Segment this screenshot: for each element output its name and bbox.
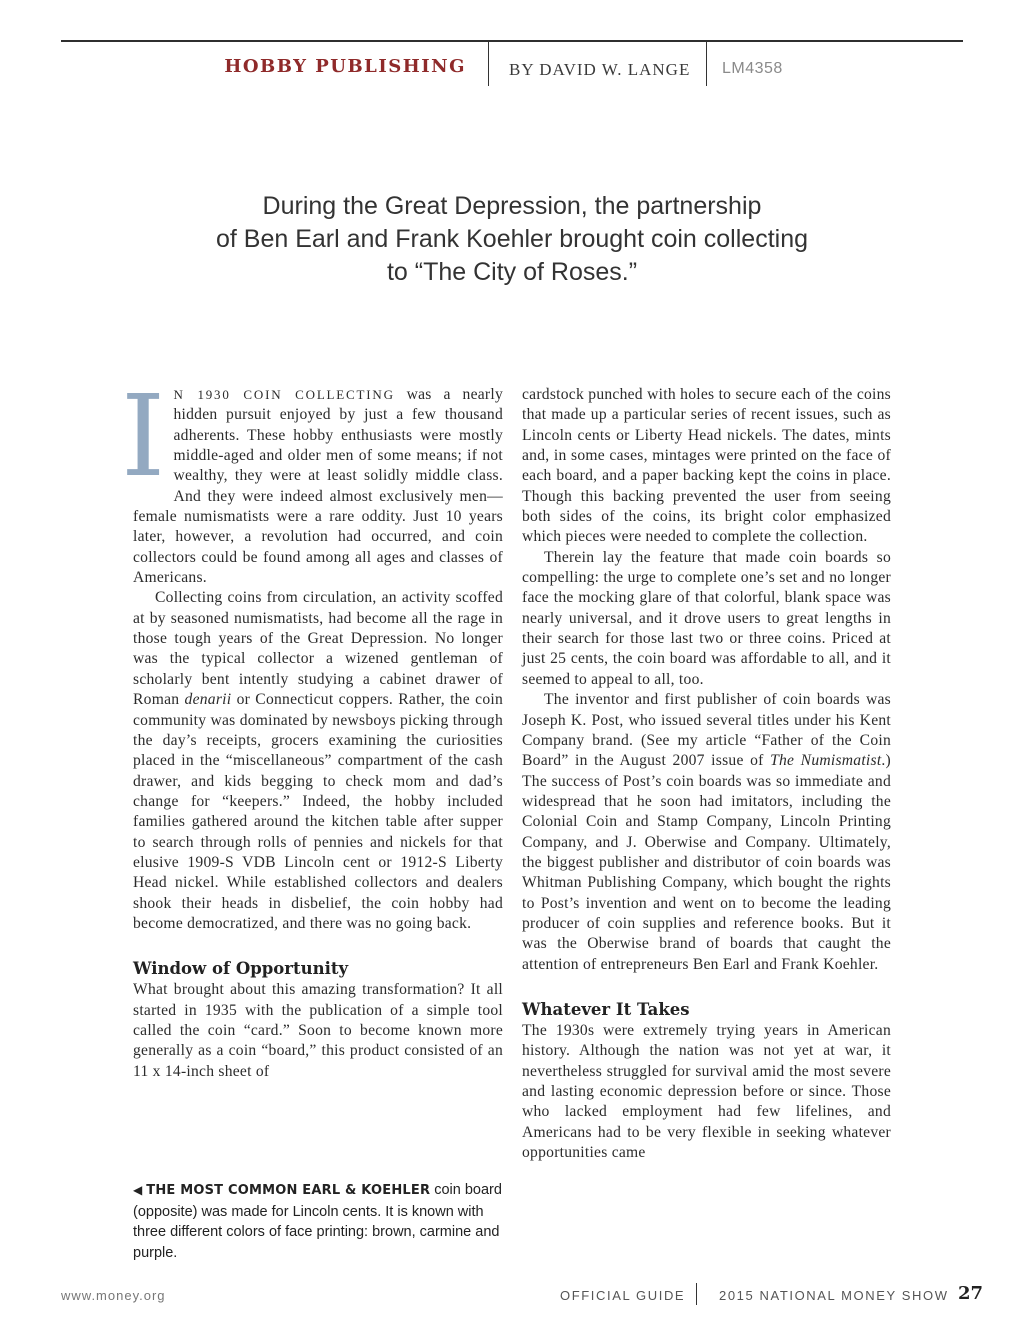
caption-lead: THE MOST COMMON EARL & KOEHLER (146, 1183, 431, 1198)
italic-term: denarii (184, 691, 232, 709)
body-paragraph: Therein lay the feature that made coin boards so compelling: the urge to complete one’s set and no longer face the mocking glare of that colorful, blank space was nearly universal, and it drove users to great lengths in their search for those last two or three coins. Priced at just 25 cents, the coin board was affordable to all, and it seemed to appeal to all, too. (522, 548, 891, 688)
caption-text: coin board (opposite) was made for Lincoln cents. It is known with three different colors of face printing: brown, carmine and purple. (133, 1182, 502, 1261)
body-paragraph: cardstock punched with holes to secure each of the coins that made up a particular series of recent issues, such as Lincoln cents or Liberty Head nickels. The dates, mints and, in some cases, mintages were printed on the face of each board, and a paper backing kept the coins in place. Though this backing prevented the user from seeing both sides of the coins, its bright color emphasized which pieces were needed to complete the collection. (522, 386, 891, 546)
section-title: HOBBY PUBLISHING (224, 56, 466, 77)
paragraph-text: .) The success of Post’s coin boards was so immediate and widespread that he soon had imitators, including the Colonial Coin and Stamp Company, Lincoln Printing Company, and J. Oberwise and Company. Ultimately, the biggest publisher and distributor of coin boards was Whitman Publishing Company, which bought the rights to Post’s invention and went on to become the leading producer of coin supplies and reference books. But it was the Oberwise brand of boards that caught the attention of entrepreneurs Ben Earl and Frank Koehler. (522, 752, 891, 973)
lead-in: N 1930 COIN COLLECTING (173, 387, 395, 402)
deck-line: to “The City of Roses.” (386, 258, 638, 286)
header-divider (706, 42, 707, 86)
deck-line: of Ben Earl and Frank Koehler brought coin collecting (215, 225, 809, 253)
arrow-left-icon: ◀ (133, 1183, 143, 1197)
body-paragraph: The 1930s were extremely trying years in American history. Although the nation was not yet at war, it nevertheless struggled for survival amid the most severe and lasting economic depression before or since. Those who lacked employment had few lifelines, and Americans had to be very flexible in seeking whatever opportunities came (522, 1021, 891, 1162)
body-paragraph (522, 690, 891, 975)
article-deck (160, 190, 864, 289)
footer-divider (696, 1283, 697, 1305)
article-code: LM4358 (722, 60, 783, 77)
deck-line: During the Great Depression, the partnership (262, 192, 762, 220)
byline: BY DAVID W. LANGE (509, 60, 691, 79)
paragraph-text: was a nearly hidden pursuit enjoyed by just a few thousand adherents. These hobby enthusiasts were mostly middle-aged and older men of some means; if not wealthy, they were at least solidly middle class. And they were indeed almost exclusively men—female numismatists were a rare oddity. Just 10 years later, however, a revolution had occurred, and coin collectors could be found among all ages and classes of Americans. (133, 386, 503, 587)
footer-url: www.money.org (61, 1288, 166, 1303)
body-paragraph: What brought about this amazing transformation? It all started in 1935 with the publication of a simple tool called the coin “card.” Soon to become known more generally as a coin “board,” this product consisted of an 11 x 14-inch sheet of (133, 981, 503, 1080)
footer-guide: OFFICIAL GUIDE (560, 1288, 686, 1303)
paragraph-text: Collecting coins from circulation, an activity scoffed at by seasoned numismatists, had become all the rage in those tough years of the Great Depression. No longer was the typical collector a wizened gentleman of scholarly bent intently studying a cabinet drawer of Roman (133, 589, 503, 709)
photo-caption (133, 1180, 503, 1263)
page-number: 27 (958, 1283, 984, 1304)
body-paragraph (121, 372, 503, 588)
body-paragraph (133, 588, 503, 934)
body-column-left (121, 372, 503, 1082)
subheading: Window of Opportunity (133, 959, 349, 979)
header-rule (61, 40, 963, 42)
paragraph-text: or Connecticut coppers. Rather, the coin community was dominated by newsboys picking through the day’s receipts, grocers examining the curiosities placed in the “miscellaneous” compartment of the cash drawer, and kids begging to check mom and dad’s change for “keepers.” Indeed, the hobby included families gathered around the kitchen table after supper to search through rolls of pennies and nickels for that elusive 1909-S VDB Lincoln cent or 1912-S Liberty Head nickel. While established collectors and dealers shook their heads in disbelief, the coin hobby had become democratized, and there was no going back. (133, 691, 503, 932)
italic-title: The Numismatist (770, 752, 882, 770)
footer-show: 2015 NATIONAL MONEY SHOW (719, 1288, 949, 1303)
subheading: Whatever It Takes (522, 999, 690, 1019)
header-divider (488, 42, 489, 86)
drop-cap: I (121, 372, 166, 502)
paragraph-text: The inventor and first publisher of coin boards was Joseph K. Post, who issued several titles under his Kent Company brand. (See my article “Father of the Coin Board” in the August 2007 issue of (522, 691, 891, 770)
body-column-right (522, 385, 891, 1163)
